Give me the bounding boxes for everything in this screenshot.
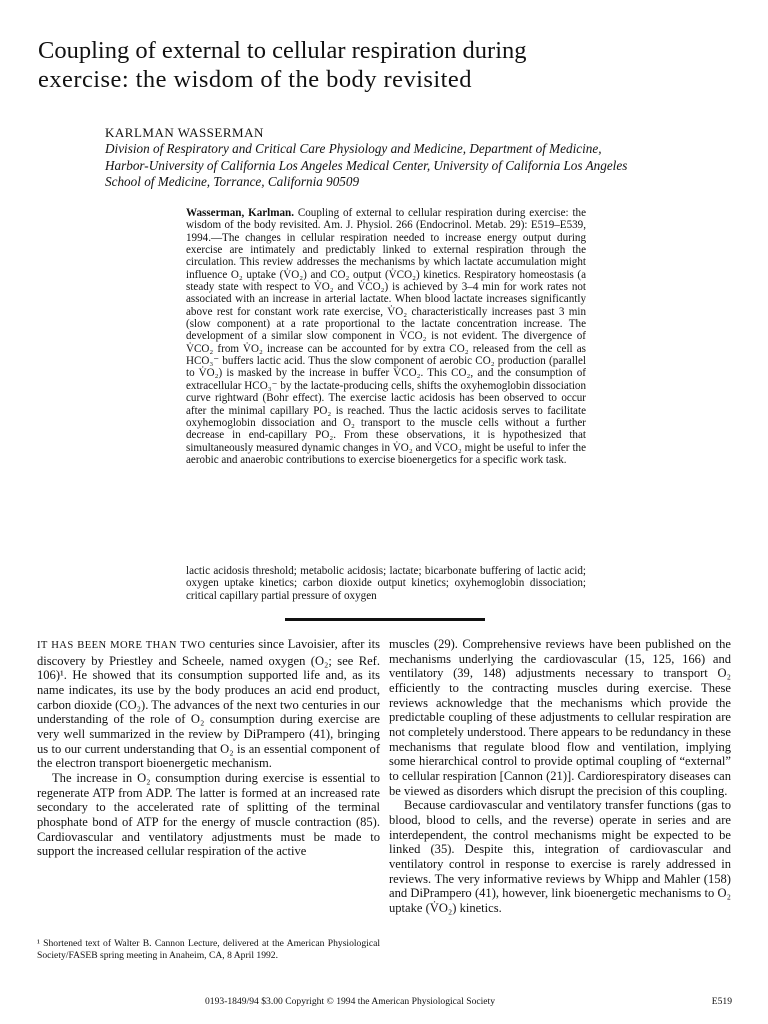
title-line-2: exercise: the wisdom of the body revisited xyxy=(38,66,472,93)
title-line-1: Coupling of external to cellular respiration during xyxy=(38,37,527,64)
affiliation-line-1: Division of Respiratory and Critical Care Physiology and Medicine, Department of Medicine, xyxy=(105,141,602,156)
author-affiliation xyxy=(105,141,745,191)
opening-smallcaps: IT HAS BEEN MORE THAN TWO xyxy=(37,640,206,651)
page-number: E519 xyxy=(711,996,732,1007)
copyright-footer: 0193-1849/94 $3.00 Copyright © 1994 the American Physiological Society xyxy=(205,996,496,1007)
body-column-right xyxy=(389,637,731,915)
section-divider xyxy=(285,618,485,621)
abstract-text: Coupling of external to cellular respiration during exercise: the wisdom of the body revisited. Am. J. Physiol. 266 (Endocrinol. Metab. 29): E519–E539, 1994.—The changes in cellular respiration needed to increase energy output during exercise are intimately and predictably linked to external respiration through the circulation. This review addresses the mechanisms by which lactate accumulation might influence O₂ uptake (V̇O₂) and CO₂ output (V̇CO₂) kinetics. Respiratory homeostasis (a steady state with respect to V̇O₂ and V̇CO₂) is achieved by 3–4 min for work rates not associated with an increase in arterial lactate. When blood lactate increases significantly above rest for constant work rate exercise, V̇O₂ characteristically increases past 3 min (slow component) at a rate proportional to the lactate concentration increase. The development of a similar slow component in V̇CO₂ is not evident. The divergence of V̇CO₂ from V̇O₂ increase can be accounted for by extra CO₂ released from the cell as HCO₃⁻ buffers lactic acid. Thus the slow component of aerobic CO₂ production (parallel to V̇O₂) is masked by the increase in buffer V̇CO₂. This CO₂, and the consumption of extracellular HCO₃⁻ by the lactate-producing cells, shifts the oxyhemoglobin dissociation curve rightward (Bohr effect). The exercise lactic acidosis has been observed to occur after the minimal capillary PO₂ is reached. Thus the lactic acidosis serves to facilitate oxyhemoglobin dissociation and O₂ transport to the muscle cells without a further decrease in end-capillary PO₂. From these observations, it is hypothesized that simultaneously measured dynamic changes in V̇O₂ and V̇CO₂ might be useful to infer the aerobic and anaerobic contributions to exercise bioenergetics for a specific work task. xyxy=(186,207,586,466)
article-title xyxy=(38,36,738,94)
body-paragraph: The increase in O₂ consumption during exercise is essential to regenerate ATP from ADP. The latter is formed at an increased rate secondary to the accelerated rate of splitting of the terminal phosphate bond of ATP for the energy of muscle contraction (85). Cardiovascular and ventilatory adjustments must be made to support the increased cellular respiration of the active xyxy=(37,770,380,859)
keywords: lactic acidosis threshold; metabolic acidosis; lactate; bicarbonate buffering of lactic acid; oxygen uptake kinetics; carbon dioxide output kinetics; oxyhemoglobin dissociation; critical capillary partial pressure of oxygen xyxy=(186,565,586,602)
body-paragraph: IT HAS BEEN MORE THAN TWO centuries since Lavoisier, after its discovery by Priestley and Scheele, named oxygen (O₂; see Ref. 106)¹. He showed that its consumption supported life and, as its name indicates, its use by the body produces an acid end product, carbon dioxide (CO₂). The advances of the next two centuries in our understanding of the role of O₂ consumption during exercise are very well summarized in the review by DiPrampero (41), bringing us to our current understanding that O₂ is an essential component of the electron transport bioenergetic mechanism. xyxy=(37,637,380,771)
affiliation-line-2: Harbor-University of California Los Angeles Medical Center, University of California Los Angeles xyxy=(105,157,628,173)
body-paragraph: muscles (29). Comprehensive reviews have been published on the mechanisms underlying the cardiovascular (15, 125, 166) and ventilatory (39, 148) adjustments necessary to transport O₂ efficiently to the contracting muscles during exercise. These reviews acknowledge that the mechanisms which provide the predictable coupling of these adjustments to cellular respiration are not completely understood. There appears to be redundancy in these mechanisms that regulate blood flow and ventilation, implying some hierarchical control to provide optimal coupling of “external” to cellular respiration [Cannon (21)]. Cardiorespiratory diseases can be viewed as disorders which disrupt the precision of this coupling. xyxy=(389,637,731,798)
abstract xyxy=(186,207,586,466)
affiliation-line-3: School of Medicine, Torrance, California 90509 xyxy=(105,174,360,189)
body-column-left xyxy=(37,637,380,859)
author-name: KARLMAN WASSERMAN xyxy=(105,125,264,140)
body-paragraph: Because cardiovascular and ventilatory transfer functions (gas to blood, blood to cells, and the reverse) operate in series and are interdependent, the control mechanisms might be expected to be linked (35). Despite this, integration of cardiovascular and ventilatory control in response to exercise is rarely addressed in reviews. The very informative reviews by Whipp and Mahler (158) and DiPrampero (41), however, link bioenergetic mechanisms to O₂ uptake (V̇O₂) kinetics. xyxy=(389,798,731,915)
abstract-citation-lead: Wasserman, Karlman. xyxy=(186,207,294,219)
footnote: ¹ Shortened text of Walter B. Cannon Lecture, delivered at the American Physiological Society/FASEB spring meeting in Anaheim, CA, 8 April 1992. xyxy=(37,938,380,961)
